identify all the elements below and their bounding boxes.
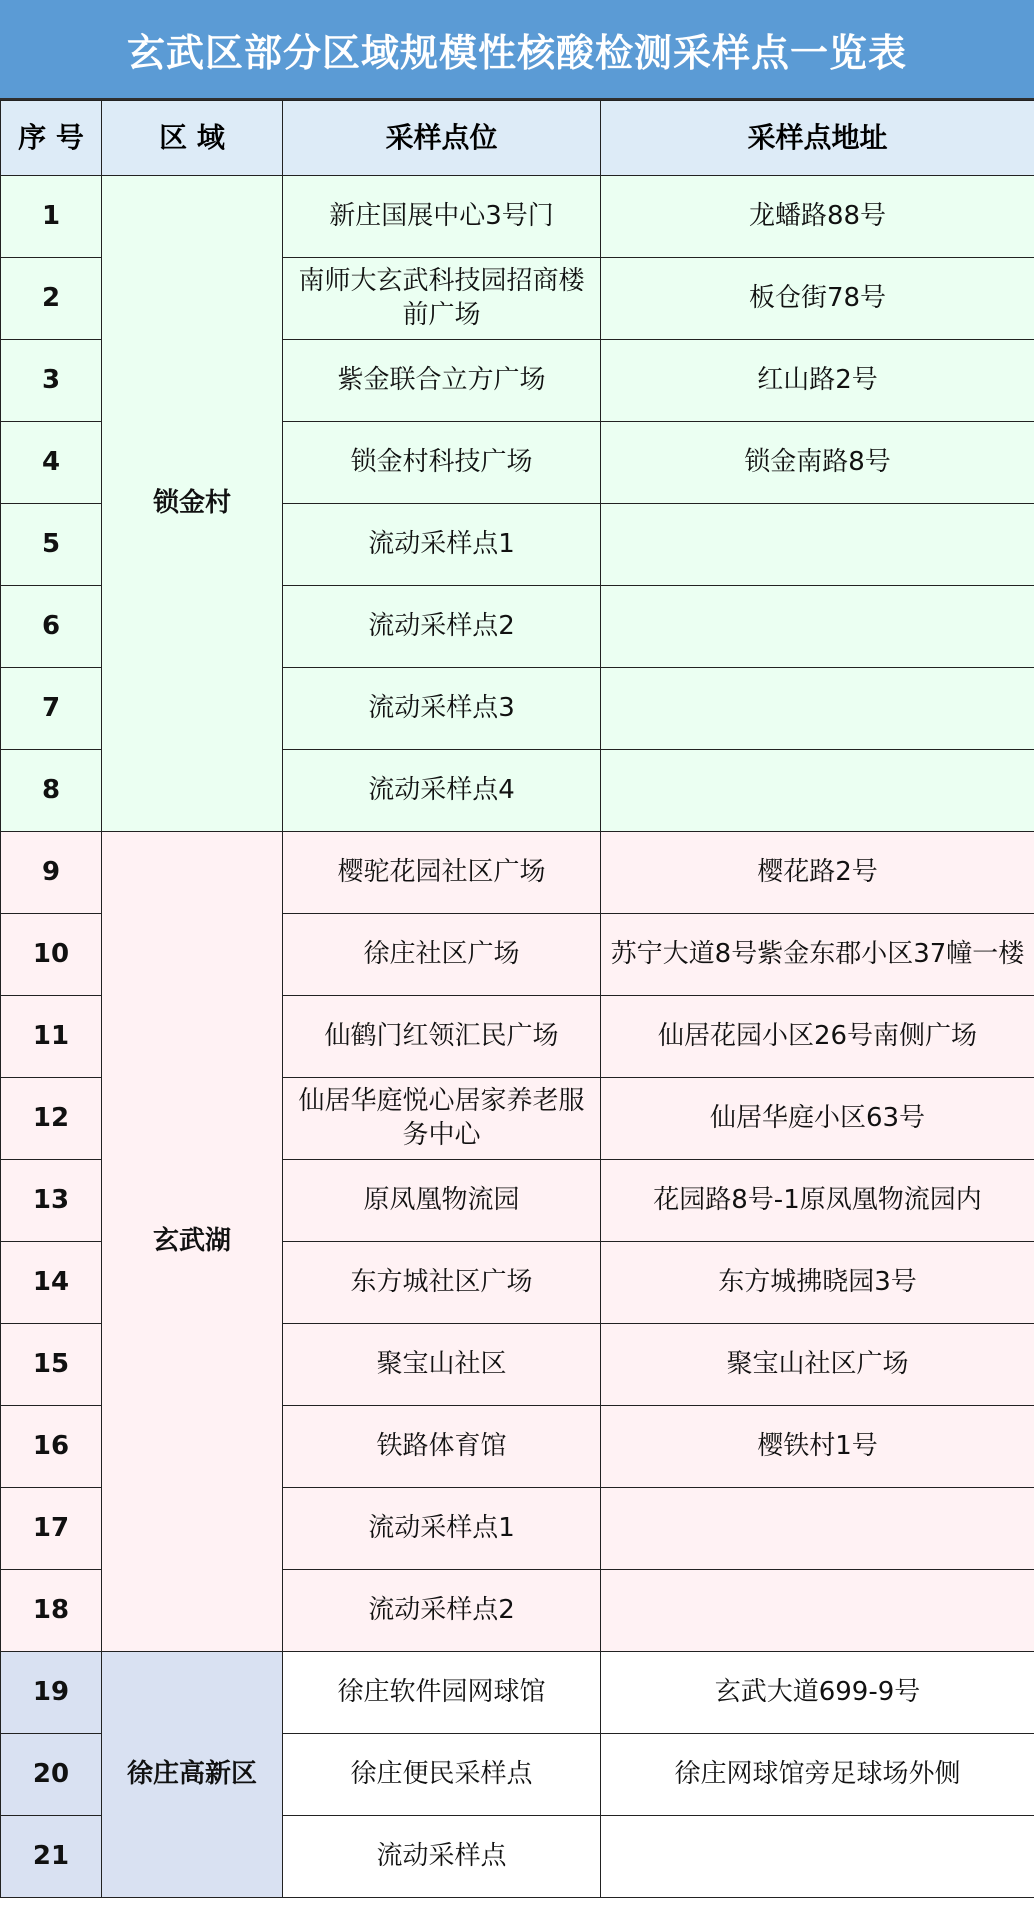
seq-cell: 3 [1,340,102,422]
table-row [1,1652,1034,1734]
seq-cell: 4 [1,422,102,504]
sampling-address-cell: 花园路8号-1原凤凰物流园内 [601,1160,1034,1242]
sampling-point-cell: 铁路体育馆 [283,1406,601,1488]
sampling-address-cell [601,504,1034,586]
seq-cell: 21 [1,1816,102,1898]
sampling-address-cell [601,1816,1034,1898]
sampling-point-cell: 徐庄软件园网球馆 [283,1652,601,1734]
sampling-address-cell: 徐庄网球馆旁足球场外侧 [601,1734,1034,1816]
sampling-address-cell: 玄武大道699-9号 [601,1652,1034,1734]
sampling-point-cell: 仙居华庭悦心居家养老服务中心 [283,1078,601,1160]
sampling-point-cell: 新庄国展中心3号门 [283,176,601,258]
sampling-address-cell [601,668,1034,750]
header-address: 采样点地址 [601,101,1034,176]
area-cell: 锁金村 [102,176,283,832]
seq-cell: 17 [1,1488,102,1570]
sampling-sites-table [0,100,1034,1898]
sampling-point-cell: 流动采样点4 [283,750,601,832]
seq-cell: 20 [1,1734,102,1816]
sampling-address-cell: 东方城拂晓园3号 [601,1242,1034,1324]
sampling-address-cell: 聚宝山社区广场 [601,1324,1034,1406]
sampling-point-cell: 流动采样点2 [283,1570,601,1652]
sampling-point-cell: 锁金村科技广场 [283,422,601,504]
seq-cell: 10 [1,914,102,996]
sampling-address-cell: 樱花路2号 [601,832,1034,914]
header-point: 采样点位 [283,101,601,176]
sampling-address-cell [601,586,1034,668]
sampling-point-cell: 聚宝山社区 [283,1324,601,1406]
sampling-point-cell: 仙鹤门红领汇民广场 [283,996,601,1078]
sampling-point-cell: 流动采样点1 [283,1488,601,1570]
seq-cell: 19 [1,1652,102,1734]
seq-cell: 6 [1,586,102,668]
sampling-address-cell: 锁金南路8号 [601,422,1034,504]
sampling-point-cell: 流动采样点1 [283,504,601,586]
page-title: 玄武区部分区域规模性核酸检测采样点一览表 [0,0,1034,100]
sampling-point-cell: 徐庄社区广场 [283,914,601,996]
sampling-point-cell: 紫金联合立方广场 [283,340,601,422]
seq-cell: 14 [1,1242,102,1324]
sampling-address-cell: 苏宁大道8号紫金东郡小区37幢一楼 [601,914,1034,996]
seq-cell: 11 [1,996,102,1078]
sampling-point-cell: 南师大玄武科技园招商楼前广场 [283,258,601,340]
table-row [1,176,1034,258]
sampling-address-cell [601,1570,1034,1652]
sampling-point-cell: 流动采样点2 [283,586,601,668]
sampling-address-cell: 板仓街78号 [601,258,1034,340]
sampling-address-cell [601,1488,1034,1570]
table-row [1,832,1034,914]
table-body [1,176,1034,1898]
seq-cell: 12 [1,1078,102,1160]
seq-cell: 9 [1,832,102,914]
seq-cell: 18 [1,1570,102,1652]
area-cell: 徐庄高新区 [102,1652,283,1898]
table-header-row [1,101,1034,176]
sampling-point-cell: 樱驼花园社区广场 [283,832,601,914]
sampling-address-cell: 龙蟠路88号 [601,176,1034,258]
sampling-address-cell: 仙居花园小区26号南侧广场 [601,996,1034,1078]
sampling-point-cell: 徐庄便民采样点 [283,1734,601,1816]
sampling-point-cell: 流动采样点 [283,1816,601,1898]
seq-cell: 15 [1,1324,102,1406]
seq-cell: 8 [1,750,102,832]
sampling-address-cell: 红山路2号 [601,340,1034,422]
seq-cell: 16 [1,1406,102,1488]
sampling-point-cell: 流动采样点3 [283,668,601,750]
sampling-address-cell: 仙居华庭小区63号 [601,1078,1034,1160]
area-cell: 玄武湖 [102,832,283,1652]
sampling-address-cell [601,750,1034,832]
sampling-point-cell: 东方城社区广场 [283,1242,601,1324]
seq-cell: 7 [1,668,102,750]
seq-cell: 1 [1,176,102,258]
seq-cell: 13 [1,1160,102,1242]
sampling-point-cell: 原凤凰物流园 [283,1160,601,1242]
seq-cell: 2 [1,258,102,340]
seq-cell: 5 [1,504,102,586]
sampling-address-cell: 樱铁村1号 [601,1406,1034,1488]
header-seq: 序 号 [1,101,102,176]
header-area: 区 域 [102,101,283,176]
